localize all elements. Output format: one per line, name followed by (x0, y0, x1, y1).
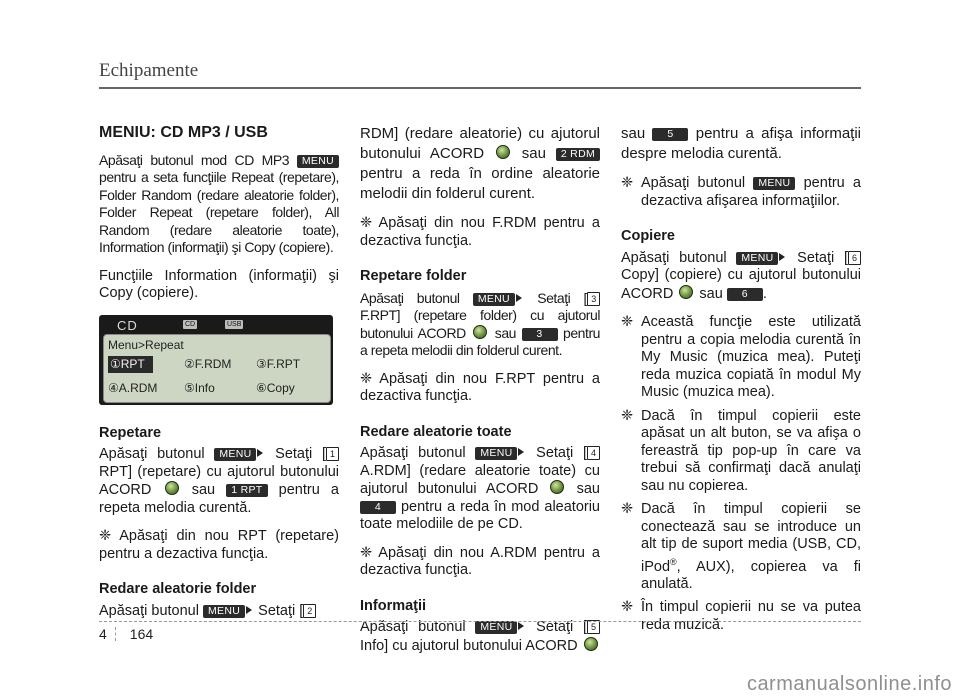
key-6-icon: 6 (727, 288, 763, 301)
registered-mark: ® (670, 556, 677, 567)
all-random-heading: Redare aleatorie toate (360, 423, 512, 440)
note-mark-icon: ❈ (621, 314, 634, 330)
number-1-icon: 1 (326, 447, 339, 461)
tune-knob-icon (679, 285, 693, 299)
copy-bullet-3 (621, 501, 861, 593)
copy-bullet-3-text-a: Dacă în timpul copierii se conectează sau se introduce un alt tip de suport media (USB, CD, iPod (641, 501, 861, 575)
note-mark-icon: ❈ (621, 407, 634, 424)
folder-repeat-heading: Repetare folder (360, 268, 467, 284)
info-paragraph (360, 619, 600, 655)
key-5-icon: 5 (652, 128, 688, 141)
number-5-icon: 5 (587, 620, 600, 634)
folder-random-paragraph (99, 603, 339, 621)
arrow-right-icon (518, 622, 524, 630)
section-heading: MENIU: CD MP3 / USB (99, 124, 268, 141)
copy-bullet-4 (621, 599, 861, 634)
column-1 (99, 124, 339, 631)
menu-key-icon: MENU (473, 293, 515, 306)
frpt-text-b: Setaţi [ (523, 289, 587, 306)
rdmf-text-b: Setaţi [ (254, 602, 304, 619)
screen-option-copy: ⑥Copy (256, 380, 295, 395)
screen-cd-label: CD (117, 317, 138, 333)
info-note-text (641, 175, 861, 210)
menu-key-icon: MENU (736, 252, 778, 265)
watermark: carmanualsonline.info (746, 673, 952, 695)
key-4-icon: 4 (360, 501, 396, 514)
copy-bullet-1 (621, 314, 861, 402)
frpt-text-c: F.RPT] (repetare folder) cu ajutorul butonului ACORD (360, 307, 600, 341)
info-note-text-a: Apăsaţi butonul (641, 175, 754, 191)
copy-bullet-2-text: Dacă în timpul copierii este apăsat un alt buton, se va afişa o fereastră tip pop-up în care va trebui să confirmaţi dacă anulaţi sau nu copierea. (641, 407, 861, 494)
key-3-icon: 3 (522, 328, 558, 341)
all-text-d: sau (566, 481, 600, 497)
copy-text-c: Copy] (copiere) cu ajutorul butonului ACORD (621, 267, 861, 302)
page-number-value: 164 (129, 626, 154, 642)
copy-bullet-2 (621, 408, 861, 496)
info-note-text-b: pentru a dezactiva afişarea informaţiilor. (641, 175, 861, 209)
repeat-text-b: Setaţi [ (265, 446, 326, 462)
repeat-text-c: RPT] (repetare) cu ajutorul butonului ACORD (99, 463, 339, 498)
screen-option-rpt: ①RPT (108, 356, 153, 374)
info-text-b: Setaţi [ (526, 619, 587, 635)
repeat-heading: Repetare (99, 424, 162, 441)
frdm-text-b: sau (511, 145, 556, 162)
repeat-text-d: sau (180, 482, 227, 498)
frdm-text-c: pentru a reda în ordine aleatorie melodii din folderul curent. (360, 165, 600, 202)
folder-repeat-paragraph (360, 290, 600, 360)
page-number (99, 626, 153, 642)
screen-option-frdm: ②F.RDM (184, 356, 232, 371)
frpt-note: ❈ Apăsaţi din nou F.RPT pentru a dezactiva funcţia. (360, 370, 600, 404)
tune-knob-icon (165, 481, 179, 495)
repeat-note: ❈ Apăsaţi din nou RPT (repetare) pentru a dezactiva funcţia. (99, 528, 339, 562)
note-mark-icon: ❈ (621, 175, 634, 191)
intro-paragraph (99, 152, 339, 257)
copy-text-d: sau (695, 285, 727, 302)
tune-knob-icon (496, 145, 510, 159)
screen-menu-title: Menu>Repeat (108, 337, 184, 352)
info-cont-text-b: pentru a afişa informaţii despre melodia curentă. (621, 125, 861, 162)
screen-option-frpt: ③F.RPT (256, 356, 301, 371)
note-mark-icon: ❈ (621, 501, 634, 517)
screen-topbar (99, 315, 333, 333)
column-3 (621, 124, 861, 640)
arrow-right-icon (779, 253, 785, 261)
all-text-b: Setaţi [ (526, 445, 587, 461)
copy-text-b: Setaţi [ (787, 249, 848, 266)
screen-menu-panel (103, 334, 331, 403)
rdm-key-icon: 2 RDM (556, 148, 600, 161)
info-cont-text-a: sau (621, 125, 653, 142)
all-text-e: pentru a reda în mod aleatoriu toate melodiile de pe CD. (360, 498, 600, 532)
info-note (621, 175, 861, 210)
menu-key-icon: MENU (203, 605, 245, 618)
tune-knob-icon (473, 325, 487, 339)
copy-heading: Copiere (621, 228, 675, 244)
number-2-icon: 2 (303, 604, 316, 618)
copy-paragraph (621, 250, 861, 304)
info-cont-paragraph (621, 124, 861, 164)
frdm-text-a: RDM] (redare aleatorie) cu ajutorul butonului ACORD (360, 125, 600, 162)
footer-rule (99, 621, 861, 622)
rdmf-text-a: Apăsaţi butonul (99, 602, 203, 619)
frpt-text-a: Apăsaţi butonul (360, 289, 473, 306)
all-note: ❈ Apăsaţi din nou A.RDM pentru a dezactiva funcţia. (360, 544, 600, 578)
display-screen-image (99, 315, 333, 405)
intro-text-a: Apăsaţi butonul mod CD MP3 (99, 151, 297, 168)
copy-text-e: . (762, 285, 767, 302)
copy-bullet-4-text: În timpul copierii nu se va putea reda muzică. (641, 599, 861, 633)
info-text-c: Info] cu ajutorul butonului ACORD (360, 637, 582, 654)
note-mark-icon: ❈ (621, 599, 634, 616)
info-text-a: Apăsaţi butonul (360, 619, 476, 635)
copy-bullet-3-text-b: , AUX), copierea va fi anulată. (641, 558, 861, 592)
menu-key-icon: MENU (214, 448, 256, 461)
page-number-divider (115, 627, 124, 641)
info-heading: Informaţii (360, 597, 427, 614)
number-6-icon: 6 (848, 251, 861, 265)
menu-key-icon: MENU (753, 177, 795, 190)
all-random-paragraph (360, 445, 600, 534)
menu-key-icon: MENU (475, 447, 517, 460)
all-text-c: A.RDM] (redare aleatorie toate) cu ajutorul butonului ACORD (360, 462, 600, 497)
number-4-icon: 4 (587, 446, 600, 460)
screen-option-info: ⑤Info (184, 380, 215, 395)
repeat-paragraph (99, 446, 339, 517)
copy-bullet-3-text (641, 501, 861, 593)
frdm-paragraph (360, 124, 600, 204)
frpt-text-e: pentru a repeta melodii din folderul curent. (360, 324, 600, 358)
intro2-paragraph: Funcţiile Information (informaţii) şi Copy (copiere). (99, 267, 339, 301)
intro-text-b: pentru a seta funcţiile Repeat (repetare), Folder Random (redare aleatorie folder), Folder Repeat (repetare folder), All Random (redare aleatorie toate), Information (informaţii) şi Copy (copiere). (99, 169, 339, 255)
column-2 (360, 124, 600, 666)
arrow-right-icon (518, 448, 524, 456)
tune-knob-icon (550, 480, 564, 494)
repeat-text-e: pentru a repeta melodia curentă. (99, 482, 339, 516)
number-3-icon: 3 (587, 292, 600, 306)
all-text-a: Apăsaţi butonul (360, 445, 476, 461)
arrow-right-icon (516, 294, 522, 302)
arrow-right-icon (257, 449, 263, 457)
repeat-text-a: Apăsaţi butonul (99, 446, 215, 462)
header-rule (99, 87, 861, 89)
tune-knob-icon (584, 637, 598, 651)
frdm-note: ❈ Apăsaţi din nou F.RDM pentru a dezactiva funcţia. (360, 215, 600, 249)
screen-option-ardm: ④A.RDM (108, 380, 158, 395)
copy-text-a: Apăsaţi butonul (621, 249, 737, 266)
chapter-number: 4 (99, 626, 107, 642)
header-title: Echipamente (99, 60, 199, 81)
rpt-key-icon: 1 RPT (226, 484, 267, 497)
menu-key-icon: MENU (297, 155, 339, 168)
screen-cd-chip: CD (185, 320, 196, 328)
screen-usb-chip: USB (227, 320, 242, 328)
menu-key-icon: MENU (475, 621, 517, 634)
folder-random-heading: Redare aleatorie folder (99, 581, 257, 597)
arrow-right-icon (246, 606, 252, 614)
frpt-text-d: sau (489, 324, 522, 341)
copy-bullet-1-text: Această funcţie este utilizată pentru a copia melodia curentă în My Music (muzica mea). Puteţi reda muzica copiată în modul My Music (muzica mea). (641, 314, 861, 400)
